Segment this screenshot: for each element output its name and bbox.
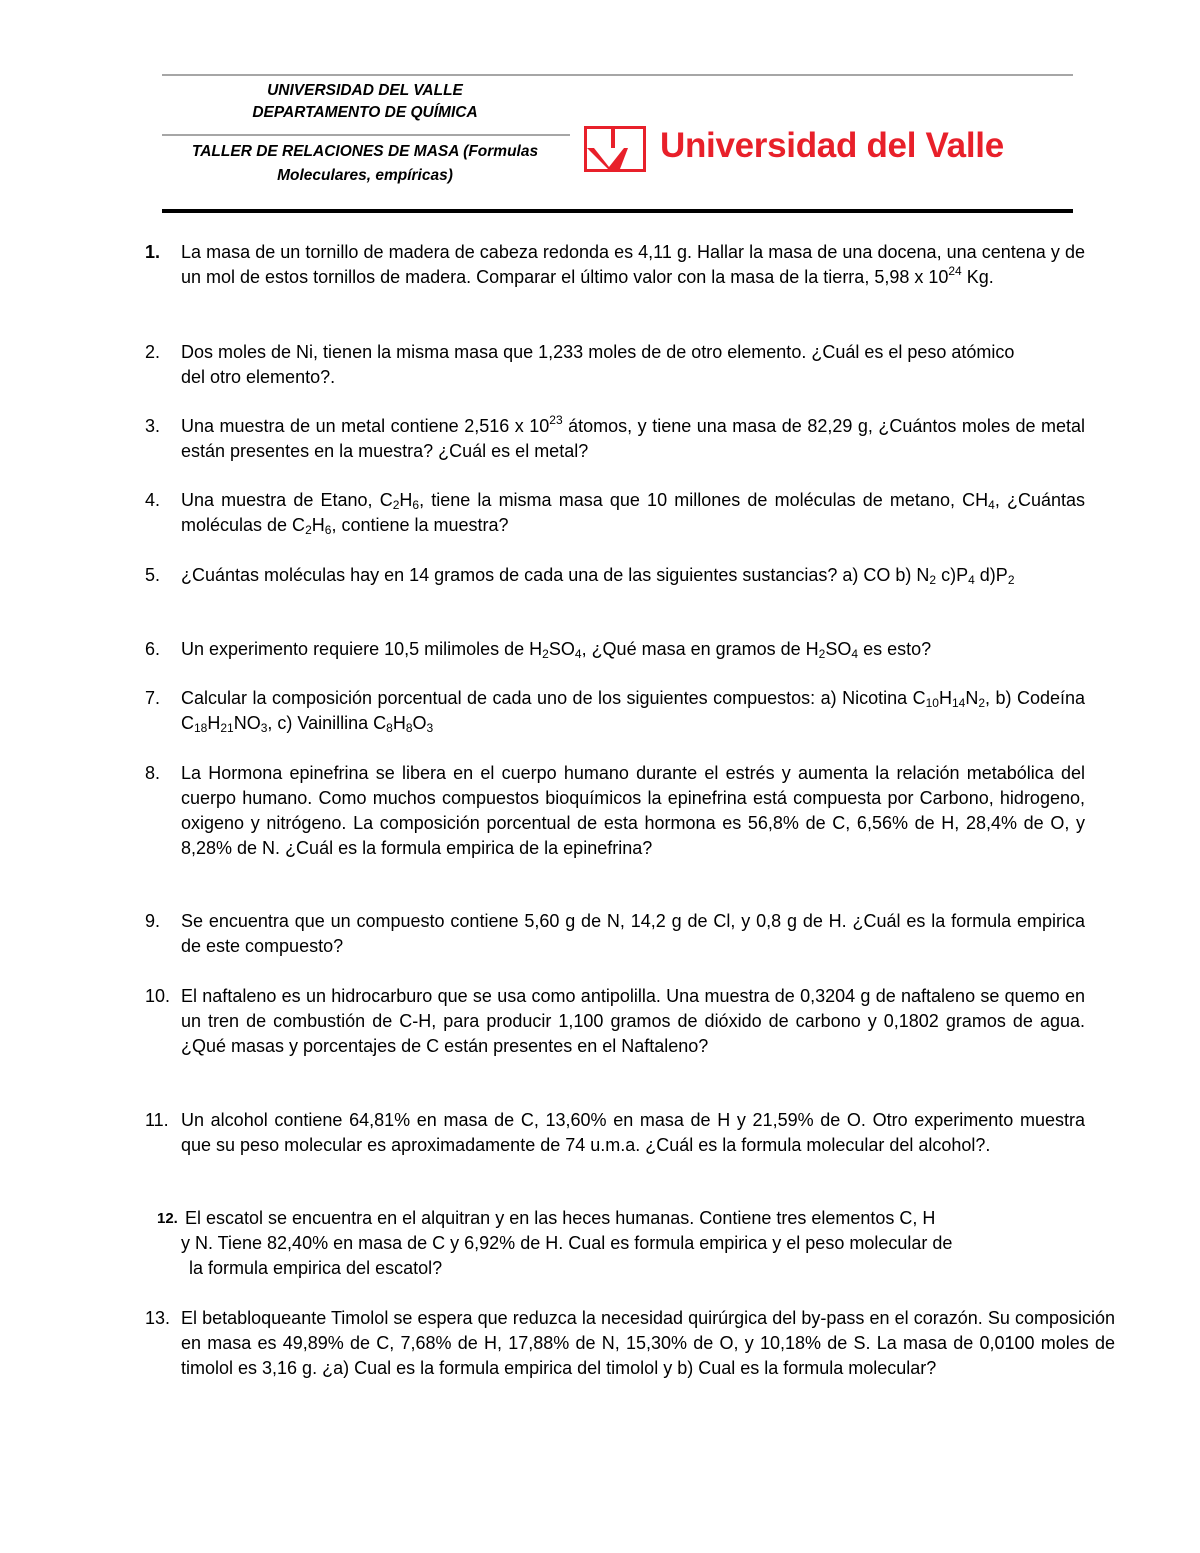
question-number: 3. [145, 416, 161, 436]
question-number: 9. [145, 911, 161, 931]
question-text: Se encuentra que un compuesto contiene 5,60 g de N, 14,2 g de Cl, y 0,8 g de H. ¿Cuál es la formula empirica de este compuesto? [181, 911, 1085, 956]
worksheet-title [162, 140, 568, 188]
text-part: átomos, y tiene una masa de 82,29 g, ¿Cuántos moles de metal están presentes en la muestra? ¿Cuál es el metal? [181, 416, 1085, 461]
question-5 [145, 563, 1085, 588]
question-text: Dos moles de Ni, tienen la misma masa que 1,233 moles de de otro elemento. ¿Cuál es el peso atómico del otro elemento?. [181, 342, 1015, 387]
question-number: 7. [145, 688, 161, 708]
question-1 [145, 240, 1085, 290]
question-number: 4. [145, 490, 161, 510]
header-middle-rule [162, 134, 570, 136]
question-12 [145, 1206, 1085, 1281]
header-institution-block [162, 80, 568, 124]
question-text [181, 240, 1085, 290]
question-number: 2. [145, 342, 161, 362]
question-text [181, 414, 1085, 464]
question-number: 11. [145, 1110, 169, 1130]
text-part: Kg. [961, 267, 994, 287]
question-number: 8. [145, 763, 161, 783]
university-logo-text: Universidad del Valle [660, 126, 1004, 165]
question-13 [145, 1306, 1115, 1381]
question-text: El naftaleno es un hidrocarburo que se usa como antipolilla. Una muestra de 0,3204 g de naftaleno se quemo en un tren de combustión de C-H, para producir 1,100 gramos de dióxido de carbono y 0,1802 gramos de agua. ¿Qué masas y porcentajes de C están presentes en el Naftaleno? [181, 986, 1085, 1056]
question-10 [145, 984, 1085, 1059]
title-line-1: TALLER DE RELACIONES DE MASA (Formulas [191, 143, 539, 160]
question-text-line: y N. Tiene 82,40% en masa de C y 6,92% de H. Cual es formula empirica y el peso molecular de [181, 1233, 953, 1253]
university-logo-icon [584, 126, 646, 172]
question-number: 6. [145, 639, 161, 659]
question-text: Una muestra de Etano, $C_2H_6$, tiene la misma masa que 10 millones de moléculas de metano, $CH_4$, ¿Cuántas moléculas de $C_2H_6$, contiene la muestra? [181, 490, 1086, 537]
department-name: DEPARTAMENTO DE QUÍMICA [252, 104, 478, 121]
question-3 [145, 414, 1085, 464]
question-text-line: la formula empirica del escatol? [189, 1258, 443, 1278]
question-number: 1. [145, 242, 161, 262]
question-number: 13. [145, 1308, 171, 1328]
question-text: El betabloqueante Timolol se espera que reduzca la necesidad quirúrgica del by-pass en el corazón. Su composición en masa es 49,89% de C, 7,68% de H, 17,88% de N, 15,30% de O, y 10,18% de S. La masa de 0,0100 moles de timolol es 3,16 g. ¿a) Cual es la formula empirica del timolol y b) Cual es la formula molecular? [181, 1308, 1115, 1378]
question-text: ¿Cuántas moléculas hay en 14 gramos de cada una de las siguientes sustancias? a) CO b) $N_2$ $c)P_4$ $d)P_2$ [181, 565, 1015, 587]
question-7 [145, 686, 1085, 736]
header-bottom-rule [162, 209, 1073, 213]
exponent: 24 [948, 264, 962, 278]
question-text: Calcular la composición porcentual de cada uno de los siguientes compuestos: a) Nicotina $C_{10}H_{14}N_2$, b) Codeína $C_{18}H_{21}NO_3$, c) Vainillina $C_8H_8O_3$ [181, 688, 1086, 735]
question-2 [145, 340, 1085, 390]
question-text-line: El escatol se encuentra en el alquitran y en las heces humanas. Contiene tres elementos C, H [185, 1208, 936, 1228]
question-number: 10. [145, 986, 171, 1006]
exponent: 23 [549, 413, 563, 427]
question-8 [145, 761, 1085, 861]
institution-name: UNIVERSIDAD DEL VALLE [267, 82, 463, 99]
question-6 [145, 637, 1085, 662]
question-text: La Hormona epinefrina se libera en el cuerpo humano durante el estrés y aumenta la relación metabólica del cuerpo humano. Como muchos compuestos bioquímicos la epinefrina está compuesta por Carbono, hidrogeno, oxigeno y nitrógeno. La composición porcentual de esta hormona es 56,8% de C, 6,56% de H, 28,4% de O, y 8,28% de N. ¿Cuál es la formula empirica de la epinefrina? [181, 763, 1085, 858]
question-text: Un alcohol contiene 64,81% en masa de C, 13,60% en masa de H y 21,59% de O. Otro experimento muestra que su peso molecular es aproximadamente de 74 u.m.a. ¿Cuál es la formula molecular del alcohol?. [181, 1110, 1085, 1155]
header-top-rule [162, 74, 1073, 76]
question-9 [145, 909, 1085, 959]
question-4 [145, 488, 1085, 538]
text-part: La masa de un tornillo de madera de cabeza redonda es 4,11 g. Hallar la masa de una docena, una centena y de un mol de estos tornillos de madera. Comparar el último valor con la masa de la tierra, 5,98 x 10 [181, 242, 1085, 287]
question-number: 12. [157, 1210, 178, 1227]
question-number: 5. [145, 565, 161, 585]
question-11 [145, 1108, 1085, 1158]
text-part: Una muestra de un metal contiene 2,516 x 10 [181, 416, 550, 436]
question-text: Un experimento requiere 10,5 milimoles de $H_2SO_4$, ¿Qué masa en gramos de $H_2SO_4$ es esto? [181, 639, 932, 661]
title-line-2: Moleculares, empíricas) [277, 167, 453, 184]
